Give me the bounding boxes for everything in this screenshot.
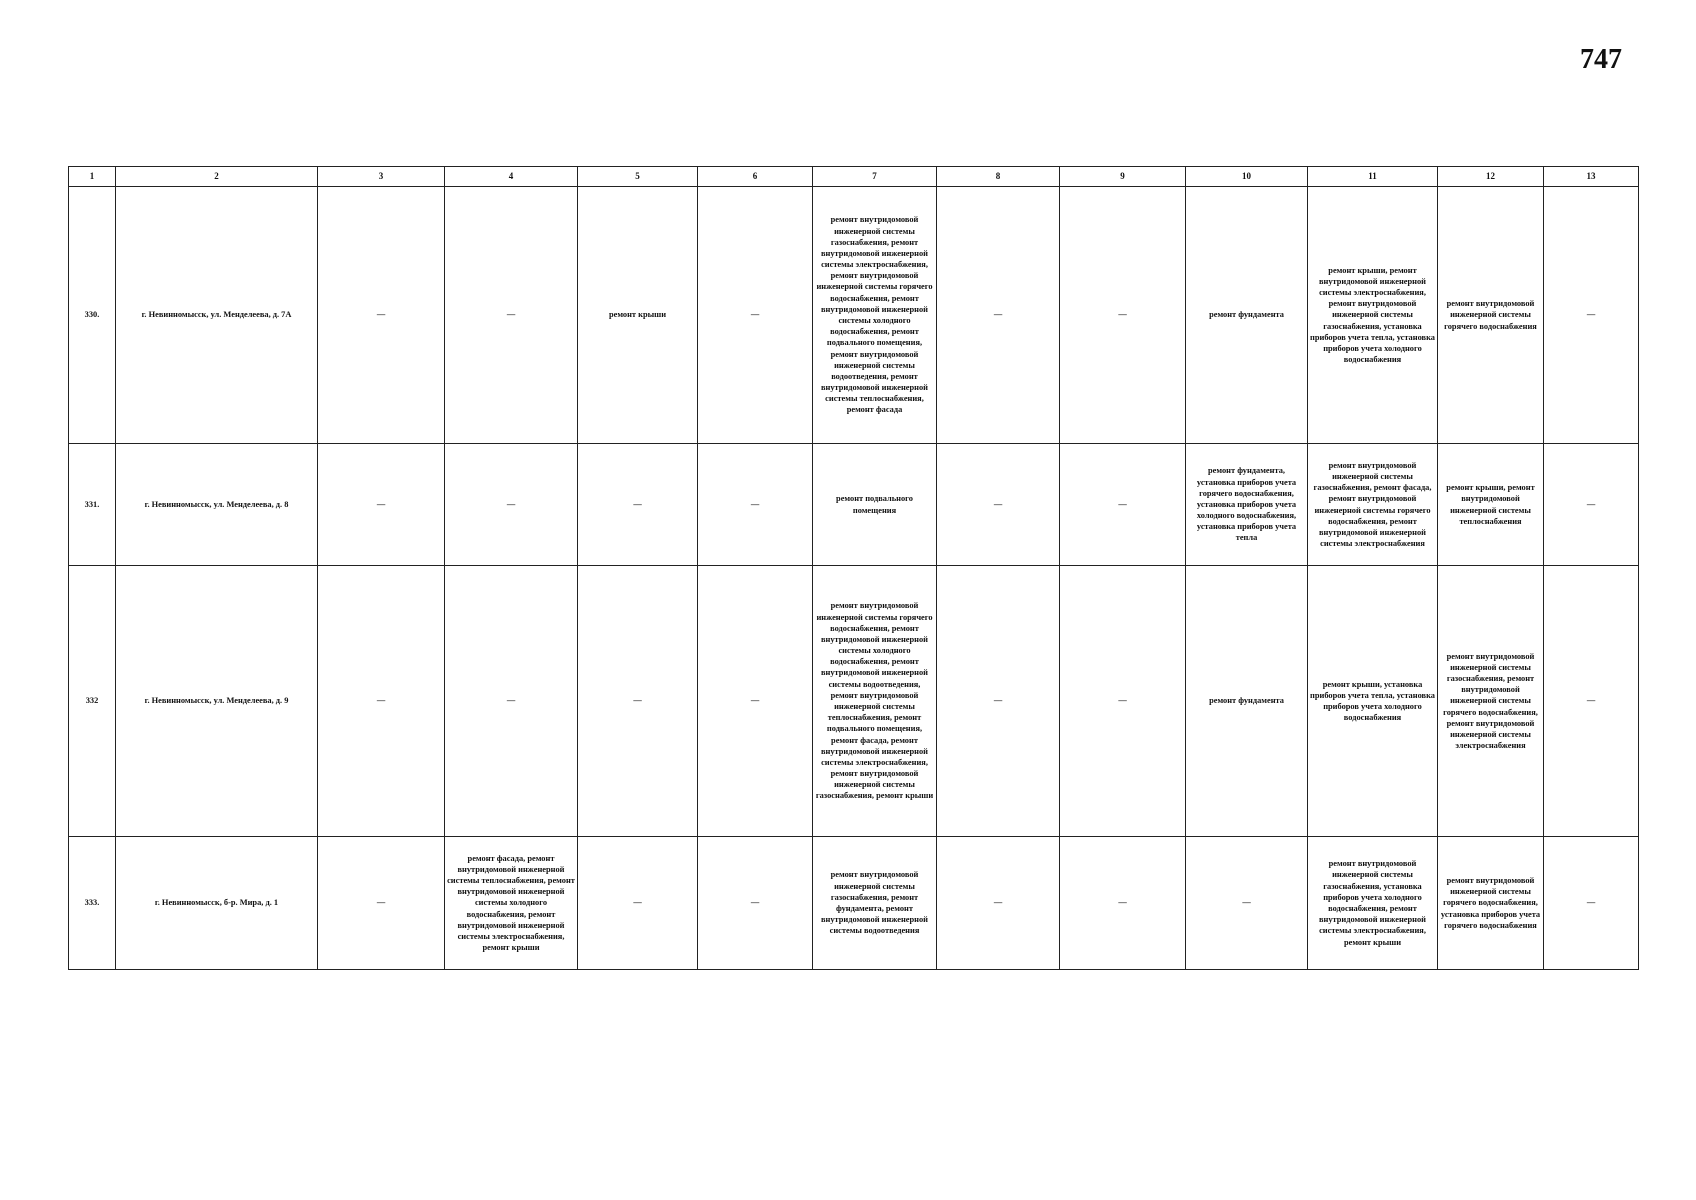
header-col-7: 7	[813, 167, 937, 187]
cell-col-6: —	[698, 566, 813, 837]
cell-col-7: ремонт внутридомовой инженерной системы горячего водоснабжения, ремонт внутридомовой инженерной системы холодного водоснабжения, ремонт внутридомовой инженерной системы водоотведения, ремонт внутридомовой инженерной системы теплоснабжения, ремонт подвального помещения, ремонт фасада, ремонт внутридомовой инженерной системы электроснабжения, ремонт внутридомовой инженерной системы газоснабжения, ремонт крыши	[813, 566, 937, 837]
cell-col-8: —	[937, 566, 1060, 837]
cell-col-9: —	[1060, 566, 1186, 837]
row-number: 333.	[69, 837, 116, 970]
header-col-6: 6	[698, 167, 813, 187]
cell-col-9: —	[1060, 837, 1186, 970]
cell-col-5: —	[578, 444, 698, 566]
table-row	[69, 444, 1639, 566]
header-col-2: 2	[116, 167, 318, 187]
header-col-5: 5	[578, 167, 698, 187]
address-cell: г. Невинномысск, ул. Менделеева, д. 7А	[116, 187, 318, 444]
row-number: 332	[69, 566, 116, 837]
page-number: 747	[1580, 44, 1622, 75]
header-col-9: 9	[1060, 167, 1186, 187]
cell-col-13: —	[1544, 187, 1639, 444]
cell-col-7: ремонт подвального помещения	[813, 444, 937, 566]
cell-col-11: ремонт крыши, ремонт внутридомовой инженерной системы электроснабжения, ремонт внутридомовой инженерной системы газоснабжения, установка приборов учета тепла, установка приборов учета холодного водоснабжения	[1308, 187, 1438, 444]
cell-col-3: —	[318, 187, 445, 444]
cell-col-8: —	[937, 837, 1060, 970]
cell-col-13: —	[1544, 566, 1639, 837]
cell-col-10: ремонт фундамента, установка приборов учета горячего водоснабжения, установка приборов учета холодного водоснабжения, установка приборов учета тепла	[1186, 444, 1308, 566]
table-row	[69, 566, 1639, 837]
cell-col-3: —	[318, 566, 445, 837]
cell-col-7: ремонт внутридомовой инженерной системы газоснабжения, ремонт внутридомовой инженерной системы электроснабжения, ремонт внутридомовой инженерной системы горячего водоснабжения, ремонт внутридомовой инженерной системы холодного водоснабжения, ремонт подвального помещения, ремонт внутридомовой инженерной системы водоотведения, ремонт внутридомовой инженерной системы теплоснабжения, ремонт фасада	[813, 187, 937, 444]
address-cell: г. Невинномысск, ул. Менделеева, д. 9	[116, 566, 318, 837]
header-col-1: 1	[69, 167, 116, 187]
cell-col-10: —	[1186, 837, 1308, 970]
cell-col-8: —	[937, 444, 1060, 566]
header-col-13: 13	[1544, 167, 1639, 187]
table-row	[69, 837, 1639, 970]
cell-col-5: —	[578, 566, 698, 837]
cell-col-7: ремонт внутридомовой инженерной системы газоснабжения, ремонт фундамента, ремонт внутридомовой инженерной системы водоотведения	[813, 837, 937, 970]
repair-schedule-table	[68, 166, 1639, 970]
header-col-11: 11	[1308, 167, 1438, 187]
cell-col-4: ремонт фасада, ремонт внутридомовой инженерной системы теплоснабжения, ремонт внутридомовой инженерной системы холодного водоснабжения, ремонт внутридомовой инженерной системы электроснабжения, ремонт крыши	[445, 837, 578, 970]
address-cell: г. Невинномысск, б-р. Мира, д. 1	[116, 837, 318, 970]
row-number: 330.	[69, 187, 116, 444]
cell-col-11: ремонт внутридомовой инженерной системы газоснабжения, ремонт фасада, ремонт внутридомовой инженерной системы горячего водоснабжения, ремонт внутридомовой инженерной системы электроснабжения	[1308, 444, 1438, 566]
cell-col-3: —	[318, 837, 445, 970]
header-col-3: 3	[318, 167, 445, 187]
cell-col-11: ремонт внутридомовой инженерной системы газоснабжения, установка приборов учета холодного водоснабжения, ремонт внутридомовой инженерной системы электроснабжения, ремонт крыши	[1308, 837, 1438, 970]
cell-col-8: —	[937, 187, 1060, 444]
header-col-12: 12	[1438, 167, 1544, 187]
cell-col-9: —	[1060, 444, 1186, 566]
cell-col-6: —	[698, 837, 813, 970]
cell-col-10: ремонт фундамента	[1186, 187, 1308, 444]
cell-col-5: —	[578, 837, 698, 970]
row-number: 331.	[69, 444, 116, 566]
cell-col-10: ремонт фундамента	[1186, 566, 1308, 837]
cell-col-12: ремонт внутридомовой инженерной системы горячего водоснабжения	[1438, 187, 1544, 444]
header-col-4: 4	[445, 167, 578, 187]
cell-col-9: —	[1060, 187, 1186, 444]
cell-col-6: —	[698, 444, 813, 566]
cell-col-4: —	[445, 566, 578, 837]
cell-col-12: ремонт крыши, ремонт внутридомовой инженерной системы теплоснабжения	[1438, 444, 1544, 566]
header-col-10: 10	[1186, 167, 1308, 187]
header-col-8: 8	[937, 167, 1060, 187]
cell-col-5: ремонт крыши	[578, 187, 698, 444]
address-cell: г. Невинномысск, ул. Менделеева, д. 8	[116, 444, 318, 566]
cell-col-4: —	[445, 444, 578, 566]
cell-col-3: —	[318, 444, 445, 566]
cell-col-12: ремонт внутридомовой инженерной системы газоснабжения, ремонт внутридомовой инженерной системы горячего водоснабжения, ремонт внутридомовой инженерной системы электроснабжения	[1438, 566, 1544, 837]
cell-col-13: —	[1544, 837, 1639, 970]
table-row	[69, 187, 1639, 444]
cell-col-13: —	[1544, 444, 1639, 566]
cell-col-6: —	[698, 187, 813, 444]
cell-col-11: ремонт крыши, установка приборов учета тепла, установка приборов учета холодного водоснабжения	[1308, 566, 1438, 837]
cell-col-12: ремонт внутридомовой инженерной системы горячего водоснабжения, установка приборов учета горячего водоснабжения	[1438, 837, 1544, 970]
cell-col-4: —	[445, 187, 578, 444]
header-row	[69, 167, 1639, 187]
